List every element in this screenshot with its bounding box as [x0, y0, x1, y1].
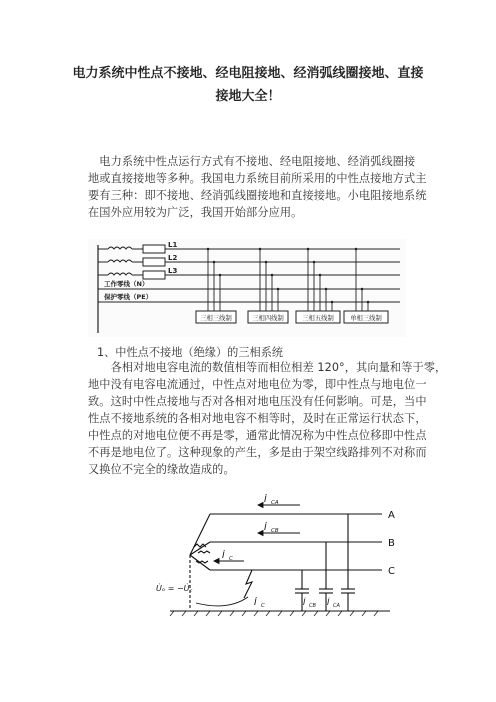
phase-label-c: C	[388, 566, 395, 577]
box-label: 单相三线制	[350, 315, 382, 322]
box-label: 三相三线制	[200, 315, 232, 322]
current-sub: CB	[309, 603, 316, 609]
phase-label-b: B	[388, 538, 395, 549]
title-line-2: 接地大全！	[215, 89, 281, 104]
current-sub: C	[229, 556, 233, 562]
n-line-label: 工作零线（N）	[104, 280, 149, 288]
current-label-ic: İ	[222, 551, 225, 561]
section-1-heading: 1、中性点不接地（绝缘）的三相系统	[97, 346, 284, 359]
current-label-ica-cap: İ	[327, 598, 330, 607]
intro-line: 电力系统中性点运行方式有不接地、经电阻接地、经消弧线圈接	[88, 155, 416, 168]
phase-label-a: A	[388, 510, 395, 521]
section-1-line: 各相对地电容电流的数值相等而相位相差 120°，其向量和等于零，	[88, 361, 447, 374]
neutral-voltage-label: U̇ₒ = −U̇꜀	[156, 584, 193, 593]
current-sub: C	[261, 603, 265, 609]
current-label-icb-cap: İ	[303, 598, 306, 607]
section-1-line: 性点不接地系统的各相对地电容不相等时，及时在正常运行状态下，	[88, 412, 427, 425]
current-sub: CA	[271, 500, 279, 506]
section-1-line: 又换位不完全的缘故造成的。	[88, 463, 235, 476]
section-1-line: 地中没有电容电流通过，中性点对地电位为零，即中性点与地电位一	[88, 378, 427, 391]
line-label-l2: L2	[168, 254, 178, 262]
section-1-line: 不再是地电位了。这种现象的产生，多是由于架空线路排列不对称而	[88, 446, 427, 459]
section-1-line: 致。这时中性点接地与否对各相对地电压没有任何影响。可是，当中	[88, 395, 427, 408]
wiring-systems-figure	[88, 239, 406, 337]
intro-line: 地或直接接地等多种。我国电力系统目前所采用的中性点接地方式主	[88, 172, 427, 185]
box-label: 三相五线制	[302, 315, 334, 322]
current-sub: CA	[333, 603, 340, 609]
line-label-l3: L3	[168, 267, 178, 275]
intro-line: 要有三种：即不接地、经消弧线圈接地和直接接地。小电阻接地系统	[88, 189, 427, 202]
box-label: 三相四线制	[252, 315, 284, 322]
current-label-icb: İ	[264, 523, 267, 533]
line-label-l1: L1	[168, 241, 178, 249]
pe-line-label: 保护零线（PE）	[104, 293, 153, 301]
title-line-1: 电力系统中性点不接地、经电阻接地、经消弧线圈接地、直接	[72, 66, 424, 81]
current-label-ic-fault: İ	[254, 598, 257, 608]
article-title	[60, 62, 436, 108]
section-1-paragraph	[88, 359, 446, 478]
current-sub: CB	[271, 528, 279, 534]
intro-paragraph	[88, 153, 427, 221]
section-1-line: 中性点的对地电位便不再是零，通常此情况称为中性点位移即中性点	[88, 429, 427, 442]
current-label-ica: İ	[264, 495, 267, 505]
intro-line: 在国外应用较为广泛，我国开始部分应用。	[88, 206, 303, 219]
ground-fault-figure	[150, 493, 414, 625]
